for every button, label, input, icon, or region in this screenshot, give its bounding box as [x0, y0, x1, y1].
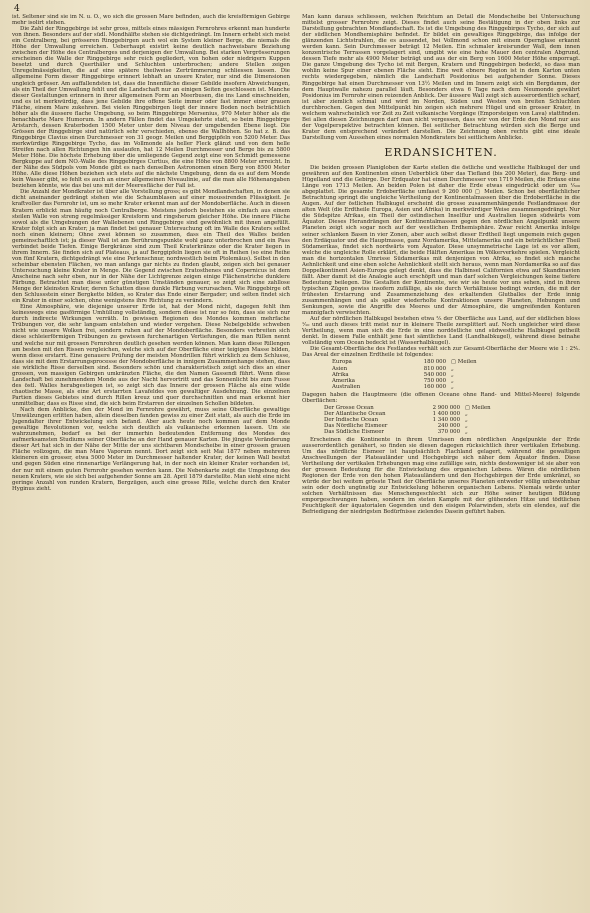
- table-cell-unit: „: [465, 417, 468, 423]
- page-number: 4: [14, 4, 20, 14]
- section-title: ERDANSICHTEN.: [384, 145, 498, 159]
- paragraph: ist. Seltener sind sie im N. u. O., wo sich die grossen Mare befinden, auch die kreisförmigen Gebirge mehr isolirt stehen.: [12, 14, 290, 27]
- oceans-table: [302, 405, 493, 436]
- table-cell-unit: „: [451, 371, 454, 378]
- table-cell-name: Europa: [332, 359, 352, 366]
- paragraph: Die beiden grossen Planigloben der Karte stellen die östliche und westliche Halbkugel der und gewähren auf den Kontinenten einen Ueberblick über das Tiefland (bis 200 Meter), das Berg- und Hügelland und die Gebirge. Der Erdquator hat einen Durchmesser von 1719 Meilen, die Erdaxe eine Länge von 1713 Meilen. An beiden Polen ist daher die Erde etwas eingedrückt oder um ¹⁄₃₀₀ abgeplattet. Die gesamte Erdoberfläche umfasst 9 260 000 ▢ Meilen. Schon bei oberflächlicher Betrachtung springt die ungleiche Vertheilung der Kontinentalmassen über die Erdoberfläche in die Augen. Auf der östlichen Halbkugel erscheint die grosse zusammenhängende Festlandmasse der alten Welt (die Erdtheile Europa, Asien und Afrika) in merkwürdiger Weise zusammengedrängt. Nur die Südspitze Afrikas, ein Theil der ostindischen Inselflur und Australien liegen südwärts vom Äquator. Dieses Herandrängen der Kontinentalmassen gegen den nördlichen Angelpunkt unsere Planeten zeigt sich sogar noch auf der westlichen Erdhemisphäre. Zwar reicht Amerika infolge seiner schlanken Basen in vier Zonen, aber auch selbst dieser Erdtheil liegt ungemein reich gegen den Erdäquator und die Hauptmasse, ganz Nordamerika, Mittelamerika und ein beträchtlicher Theil Südamerikas, findet sich nordwärts vom Äquator. Diese unsymmetrische Lage ist es vor allem, welche die ungleiche Rolle erklärt, die beide Hälften Amerikas im Völkerverkehre spielen. Vergleicht man die horizontalen Umrisse Südamerikas mit denjenigen von Afrika, so findet sich manche Aehnlichkeit und eine eben solche Aehnlichkeit stellt sich heraus, wenn man Nordamerika so auf das Doppelkontinent Asien-Europa gelegt denkt, dass die Halbinsel Californien etwa auf Skandinavien fällt. Aber damit ist die Analogie auch erschöpft und man darf solchen Vergleichungen keine tiefere Bedeutung beilegen. Die Gestalten der Kontinente, wie wir sie heute vor uns sehen, sind in ihren typischen Zügen gewiss insofern zufällige, als sie durch Verhältnisse bedingt wurden, die mit der frühesten Erstarrung und Zusammenziehung des erkaltenden Glutballes der Erde innig zusammenhängen und als später wiederholte Kontraktionen unsere Planeten, Hebungen und Senkungen, sowie die Angriffe des Meeres und der Atmosphäre, die umgreifenden Konturen mannigfach verwischten.: [302, 164, 580, 317]
- paragraph: Die Anzahl der Mondkrater ist über alle Vorstellung gross; es gibt Mondlandschaften, in denen sie dicht aneinander gedrängt stehen wie die Schaumblasen auf einer moussirenden Flüssigkeit. Je kraftvoller das Fernrohr ist, um so mehr Krater erkennt man auf der Mondoberfläche. Auch in diesen Kratern erblickt man häufig noch Centralberge. Meistens jedoch bestehen sie einfach aus einem steilen Walle von streng regelmässiger Kreisform und ringsherum gleicher Höhe. Die innere Fläche sowol als die Umgebungen der Wallebenen und Ringgebirge sind gewöhnlich mit ihnen angefüllt. Krater folgt sich an Krater; ja man findet bei genauer Untersuchung oft im Walle des Kraters selbst noch einen kleinern; Ohne zwei können so zusammen, dass ein Theil des Walles beiden gemeinschaftlich ist; ja dieser Wall ist am Berührungspunkte wohl ganz unterbrochen und ein Pass verbindet beide Tiefen. Einige Bergkränze sind zum Theil Kraterkränze oder die Krater liegen in ihrem Innern. Sie finden sich auf Plateaus, ja auf Berggipfeln liegen sie oft in Reihen (so eine Reihe von fünf Kratern, dichtgedrängt wie eine Perlenschnur, nordwestlich beim Ptolemäus). Selbst in den scheinbar ebensten Flächen, wo man anfangs gar nichts zu finden glaubt, zeigen sich bei genauer Untersuchung kleine Krater in Menge. Die Gegend zwischen Eratosthenes und Copernicus ist dem Anscheine nach sehr eben, nur in der Nähe der Lichtgrenze zeigen einige Flächenstriche dunklere Färbung. Betrachtet man diese unter günstigen Umständen genauer, so zeigt sich eine zahllose Menge der kleinsten Krater, deren Schatten diese dunkle Färbung verursachen. Wie Ringgebirge oft den Schlussstein einer Bergkette bilden, so Krater das Ende einer Bergader; und selten findet sich ein Krater in einer solchen, ohne wenigstens ihre Richtung zu verändern.: [12, 189, 290, 305]
- table-row: [302, 384, 479, 390]
- paragraph: Die Gesamt-Oberfläche des Festlandes verhält sich zur Gesamt-Oberfläche der Meere wie 1 : 2⁴⁄₅. Das Areal der einzelnen Erdtheile ist folgendes:: [302, 346, 580, 359]
- table-cell-name: Afrika: [332, 371, 349, 378]
- paragraph: Eine Atmosphäre, wie diejenige unserer Erde ist, hat der Mond nicht, dagegen fehlt ihm keineswegs eine gasförmige Umhüllung vollständig, sondern diese ist nur so fein, dass sie sich nur durch indirecte Wirkungen verräth. In gewissen Regionen des Mondes kommen mehrfache Trübungen vor, die sehr langsam entstehen und wieder vergehen. Diese Nebelgebilde schweben nicht wie unsere Wolken frei, sondern ruhen auf der Mondoberfläche. Besonders verbreiten sich diese schleierförmigen Trübungen zu gewissen furchenartigen Vertiefungen, die man Rillen nennt und welche nur mit grossen Fernrohren deutlich gesehen werden können. Man kann diese Rillengen am besten mit den Rissen vergleichen, welche sich auf der Oberfläche einer teigigen Masse bilden, wenn diese erstarrt. Eine genauere Prüfung der meisten Mondrillen führt wirklich zu dem Schlusse, dass sie mit dem Erstarrungsprocesse der Mondoberfläche in innigem Zusammenhange stehen, dass sie wirkliche Risse derselben sind. Besonders schön und charakteristisch zeigt sich dies an einer grossen, von massigen Gebirgen umkränzten Fläche, die den Namen Gassendi führt. Wenn diese Landschaft bei zunehmendem Monde aus der Nacht hervortritt und das Sonnenlicht bis zum Fusse des östl. Walles herabgestiegen ist, so zeigt sich das Innere der grossen Fläche als eine wilde chaotische Masse, als eine Art erstarrten Lavafeldes von gewaltiger Ausdehnung. Die einzelnen Partien dieses Gebietes sind durch Rillen kreuz und quer durchschnitten und man erkennt hier unmittelbar, dass es Risse sind, die sich beim Erstarren der einzelnen Schollen bildeten.: [12, 304, 290, 407]
- right-column: [302, 14, 580, 909]
- table-row: [302, 429, 493, 435]
- table-cell-unit: „: [465, 410, 468, 417]
- table-cell-value: 370 000: [437, 429, 460, 436]
- table-cell-unit: ▢ Meilen: [465, 404, 491, 411]
- table-cell-name: Amerika: [332, 378, 355, 385]
- table-cell-name: Der Atlantische Ocean: [324, 410, 386, 417]
- table-cell-name: Das Nördliche Eismeer: [324, 423, 388, 430]
- table-cell-name: Asien: [332, 365, 348, 372]
- table-cell-name: Das Südliche Eismeer: [324, 429, 384, 436]
- text-columns: [12, 14, 580, 909]
- table-cell-unit: „: [465, 423, 468, 430]
- paragraph: Auf der nördlichen Halbkugel bestehen etwa ²⁄₃ der Oberfläche aus Land, auf der südlichen bloss ¹⁄₁₀ und auch dieses tritt meist nur in kleinere Theile zersplittert auf. Noch ungleicher wird diese Vertheilung, wenn man sich die Erde in eine nordöstliche und südwestliche Halbkugel getheilt denkt. In diesem Falle enthält jene fast sämtliches Land (Landhalbkugel), während diese beinahe vollständig vom Ocean bedeckt ist (Wasserhalbkugel).: [302, 316, 580, 347]
- left-column: [12, 14, 290, 909]
- oceans-intro: Dagegen haben die Hauptmeere (die offenen Oceane ohne Rand- und Mittel-Meere) folgende Oberflächen:: [302, 391, 580, 404]
- table-cell-value: 240 000: [437, 423, 460, 430]
- table-cell-unit: „: [451, 365, 454, 372]
- table-cell-unit: „: [465, 429, 468, 436]
- table-cell-value: 750 000: [423, 378, 446, 385]
- table-cell-unit: „: [451, 384, 454, 391]
- table-cell-unit: „: [451, 378, 454, 385]
- table-cell-value: 180 000: [423, 359, 446, 366]
- table-cell-value: 1 400 000: [432, 410, 460, 417]
- table-cell-value: 160 000: [423, 384, 446, 391]
- table-cell-name: Der Grosse Ocean: [324, 404, 374, 411]
- table-cell-value: 2 900 000: [432, 404, 460, 411]
- paragraph: Die Zahl der Ringgebirge ist sehr gross, mittels eines mässigen Fernrohres erkennt man hunderte von ihnen. Besonders auf der südl. Mondhälfte stehen sie dichtgedrängt. Im Innern erhebt sich meist ein Centralberg, bei grösseren Ringgebirgen auch wol ein System kleiner Berge, die niemals die Höhe der Umwallung erreichen. Ueberhaupt existirt keine deutlich nachweisbare Beziehung zwischen der Höhe des Centralberges und derjenigen der Umwallung. Bei starken Vergrösserungen erscheinen die Walle der Ringgebirge sehr reich gegliedert, von hohen oder niedrigern Kuppen besetzt und durch Querthäler und Schluchten unterbrochen; andere Stellen zeigen Unregelmässigkeiten, die auf eine spätere theilweise Zertrümmerung schliessen lassen. Die allgemeine Form dieser Ringgebirge erinnert lebhaft an unsere Krater, nur sind die Dimensionen ungleich grösser. Am auffallendsten ist, dass die Innenfläche dieser Gebilde insofern Abweichungen, als ein Theil der Umwallung fehlt und die Landschaft nur an einigen Seiten geschlossen ist. Manche dieser Gestaltungen erinnern in ihrer allgemeinen Form an Meerbusen, die ins Land einschneiden, und es ist merkwürdig, dass jene Gebilde ihre offene Seite immer oder fast immer einer grauen Fläche, einem Mare zukehren. Bei vielen Ringgebirgen liegt der innere Boden noch beträchtlich höher als die äussere flache Umgebung, so beim Ringgebirge Mersenius, 970 Meter höher als die benachbarte Mare Humorum. In andern Fällen findet das Umgekehrte statt, so beim Ringgebirge Aristarch, dessen Kraterboden 1500 Meter unter dem Niveau der umgebenden Ebene liegt. Die Grössen der Ringgebirge sind natürlich sehr verschieden, ebenso die Wallhöhen. So hat z. B. das Ringgebirge Clavius einen Durchmesser von 31 geogr. Meilen und Berggipfeln von 5200 Meter. Das merkwürdige Ringgebirge Tycho, das im Vollmonde als heller Fleck glänzt und von dem helle Streifen nach allen Richtungen hin auslaufen, hat 12 Meilen Durchmesser und Berge bis zu 5800 Meter Höhe. Die höchste Erhebung über die umliegende Gegend zeigt eine von Schmidt gemessene Bergkuppe auf dem NO.-Walle des Ringgebirges Curtius, die eine Höhe von 8800 Meter erreicht. In der Nähe des Südpols vom Monde gibt es nach denselben Astronomen einen Berg von 8500 Meter Höhe. Alle diese Höhen beziehen sich stets auf die nächste Umgebung, denn da es auf dem Monde kein Wasser gibt, so fehlt es auch an einer allgemeinen Niveaulinie, auf die man alle Höhenangaben beziehen könnte, wie das bei uns mit der Meeresfläche der Fall ist.: [12, 26, 290, 190]
- continents-table: [302, 359, 479, 390]
- table-cell-name: Australien: [332, 384, 361, 391]
- table-cell-value: 810 000: [423, 365, 446, 372]
- paragraph: Man kann daraus schliessen, welchen Reichtum an Detail die Mondscheibe bei Untersuchung mittelst grosser Fernrohre zeigt. Dieses findet auch seine Bestätigung in der oben links zur Darstellung gebrachten Mondlandschaft. Es ist die Umgebung des Ringgebirges Tycho, der sich auf der südlichen Mondhemisphäre befindet. Er bildet ein gewaltiges Ringgebirge, das infolge der glänzenden Lichtstrahlen, die es aussendet, bei Vollmond schon mit einem Opernglase erkannt werden kann. Sein Durchmesser beträgt 12 Meilen. Ein schmaler kreisrunder Wall, dem innen konzentrische Terrassen vorgelagert sind, umgibt wie eine hohe Mauer den centralen Abgrund, dessen Tiefe mehr als 4900 Meter beträgt und aus der ein Berg von 1600 Meter Höhe emporragt. Die ganze Umgebung des Tycho ist mit Bergen, Kratern und Ringgebirgen bedeckt, so dass man wohlin keine Spur einer ebenen Fläche sieht. Eine weit ebnere Region ist in dem Karton unten rechts wiedergegeben, nämlich die Landschaft Posidonius bei aufgehender Sonne. Dieses Ringgebirge hat einen Durchmesser von 13½ Meilen und im Innern zeigt sich ein Bergdamm, der dem Hauptwalle nahezu parallel läuft. Besonders etwa 6 Tage nach dem Neumonde gewährt Posidonius im Fernrohr einen reizenden Anblick. Der äussere Wall zeigt sich ausserordentlich scharf, ist aber ziemlich schmal und wird im Norden, Süden und Westen von breiten Schluchten durchbrochen. Gegen den Mittelpunkt hin zeigen sich mehrere Hügel und ein grosser Krater, in welchem wahrscheinlich vor Zeit zu Zeit vulkanische Vorgänge (Emporsteigen von Lava) stattfinden. Bei allen diesen Zeichnungen darf man nicht vergessen, dass wir von der Erde den Mond nur aus der Vogelperspektive betrachten können. Bei seitlicher Betrachtung würden sich die Berge und Krater dem entsprechend verändert darstellen. Die Zeichnung oben rechts gibt eine ideale Darstellung vom Aussehen eines normalen Mondkraters bei seitlichem Anblicke.: [302, 14, 580, 141]
- table-cell-unit: ▢ Meilen: [451, 359, 477, 366]
- table-cell-name: Der Indische Ocean: [324, 417, 379, 423]
- table-cell-value: 1 340 000: [432, 417, 460, 423]
- table-cell-value: 540 000: [423, 371, 446, 378]
- paragraph: Nach dem Anblicke, den der Mond im Fernrohre gewährt, muss seine Oberfläche gewaltige Umwälzungen erlitten haben, allein dieselben fanden gewiss zu einer Zeit statt, als auch die Erde im Jugendalter ihrer Entwickelung sich befand. Aber auch heute noch kommen auf dem Monde gewaltige Revolutionen vor, welche sich deutlich als vulkanische erkennen lassen. Um sie wahrzunehmen, bedarf es bei der immerhin bedeutenden Entfernung des Mondes des aufmerksamsten Studiums seiner Oberfläche an der Hand genauer Karten. Die jüngste Veränderung dieser Art hat sich in der Nähe der Mitte der uns sichtbaren Mondscheibe in einer grossen grauen Fläche vollzogen, die man Mare Vaporum nennt. Dort zeigt sich seit Mai 1877 neben mehreren kleineren ein grosser, etwa 5000 Meter im Durchmesser haltender Krater, der keinen Wall besitzt und gegen Süden eine rinnenartige Verlängerung hat, in der noch ein kleiner Krater vorhanden ist, der nur mit einem guten Fernrohr gesehen werden kann. Die Nebenkarte zeigt die Umgebung des neuen Kraters, wie sie sich bei aufgehender Sonne am 28. April 1879 darstellte. Man sieht eine nicht geringe Anzahl von runden Kratern, Bergzügen, auch eine grosse Rille, welche durch den Krater Hyginus zieht.: [12, 407, 290, 492]
- paragraph: Erscheinen die Kontinente in ihrem Umrissen dem nördlichen Angelpunkte der Erde ausserordentlich genähert, so finden sie diesen dagegen rücksichtlich ihrer vertikalen Erhebung. Um das nördliche Eismeer ist hauptsächlich Flachland gelagert, während die gewaltigen Anschwellungen der Plateauländer und Hochgebirge sich näher dem Äquator finden. Diese Vertheilung der vertikalen Erhebungen mag eine zufällige sein, nichts destoweniger ist sie aber von der grossen Bedeutung für die Entwickelung des organischen Lebens. Wären die nördlichen Regionen der Erde von den hohen Plateauländern und den Hochgebirgen der Erde umkränzt, so würde der bei weitem grösste Theil der Oberfläche unseres Planeten entweder völlig unbewohnbar sein oder doch ungünstig zur Entwickelung höheren organischen Lebens. Niemals würde unter solchen Verhältnissen das Menschengeschlecht sich zur Höhe seiner heutigen Bildung emporgeschwungen haben, sondern im steten Kampfe mit der glühenden Hitze und tödtlichen Feuchtigkeit der äquatorialen Gegenden und den eisigen Polarwinden, stets ein elendes, auf die Befriedigung der niedrigsten Bedürfnisse zielendes Dasein geführt haben.: [302, 436, 580, 516]
